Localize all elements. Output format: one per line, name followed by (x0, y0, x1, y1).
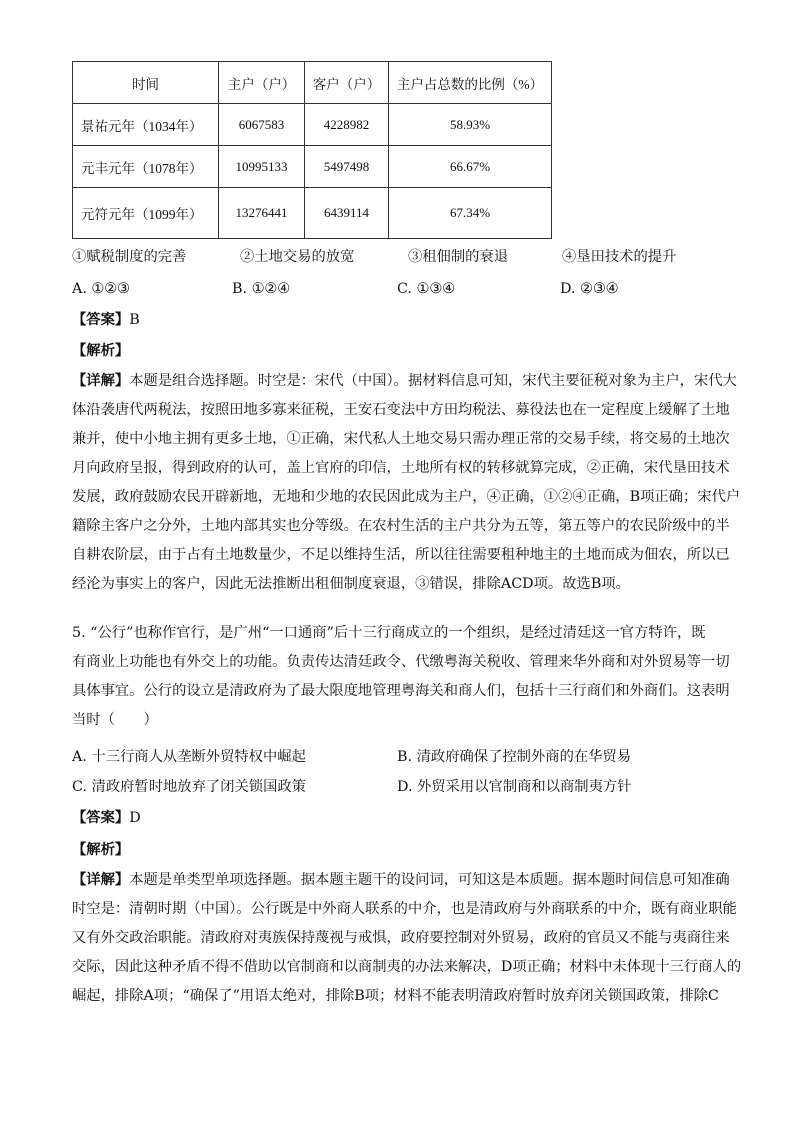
q4-item-1: ①赋税制度的完善 (72, 249, 187, 265)
detail-line: 兼并，使中小地主拥有更多土地，①正确，宋代私人土地交易只需办理正常的交易手续，将交易的土地次 (72, 431, 730, 447)
cell-ratio: 67.34% (389, 188, 552, 239)
q4-option-a: A. ①②③ (72, 281, 130, 297)
answer-tag: 【答案】 (72, 810, 130, 826)
detail-line: 时空是：清朝时期（中国）。公行既是中外商人联系的中介，也是清政府与外商联系的中介，既有商业职能 (72, 901, 737, 917)
detail-line: 体沿袭唐代两税法，按照田地多寡来征税，王安石变法中方田均税法、募役法也在一定程度上缓解了土地 (72, 402, 730, 418)
table-header-row (73, 62, 552, 104)
cell-time: 景祐元年（1034年） (73, 104, 219, 146)
q4-answer (72, 310, 140, 330)
q4-item-3: ③租佃制的衰退 (408, 249, 509, 265)
analysis-tag: 【解析】 (72, 343, 130, 359)
cell-ratio: 58.93% (389, 104, 552, 146)
answer-value: D (129, 810, 141, 826)
cell-guest: 4228982 (305, 104, 389, 146)
detail-text: 本题是组合选择题。时空是：宋代（中国）。据材料信息可知，宋代主要征税对象为主户，宋代大 (129, 373, 737, 389)
q5-analysis-heading (72, 840, 129, 860)
q4-detail (72, 367, 741, 599)
detail-line: 又有外交政治职能。清政府对夷族保持蔑视与戒惧，政府要控制对外贸易，政府的官员又不能与夷商往来 (72, 930, 730, 946)
stem-line: 5. “公行”也称作官行，是广州“一口通商”后十三行商成立的一个组织，是经过清廷这一官方特许，既 (72, 625, 706, 641)
q5-option-a: A. 十三行商人从垄断外贸特权中崛起 (72, 749, 306, 765)
header-ratio: 主户占总数的比例（%） (389, 62, 552, 104)
q4-option-b: B. ①②④ (232, 281, 291, 297)
detail-line: 月向政府呈报，得到政府的认可，盖上官府的印信，土地所有权的转移就算完成，②正确，宋代垦田技术 (72, 460, 730, 476)
detail-line: 籍除主客户之分外，土地内部其实也分等级。在农村生活的主户共分为五等，第五等户的农民阶级中的半 (72, 518, 730, 534)
header-guest-households: 客户（户） (305, 62, 389, 104)
stem-line: 有商业上功能也有外交上的功能。负责传达清廷政令、代缴粤海关税收、管理来华外商和对外贸易等一切 (72, 654, 730, 670)
detail-line: 发展，政府鼓励农民开辟新地，无地和少地的农民因此成为主户，④正确，①②④正确，B项正确；宋代户 (72, 489, 741, 505)
q4-option-c: C. ①③④ (397, 281, 455, 297)
detail-text: 本题是单类型单项选择题。据本题主题干的设问词，可知这是本质题。据本题时间信息可知准确 (129, 872, 730, 888)
q4-option-d: D. ②③④ (560, 281, 619, 297)
answer-value: B (129, 312, 140, 328)
cell-main: 13276441 (219, 188, 305, 239)
detail-line: 自耕农阶层，由于占有土地数量少，不足以维持生活，所以往往需要租种地主的土地而成为佃农，所以已 (72, 547, 730, 563)
header-main-households: 主户（户） (219, 62, 305, 104)
cell-time: 元符元年（1099年） (73, 188, 219, 239)
cell-main: 6067583 (219, 104, 305, 146)
detail-line: 崛起，排除A项；“确保了”用语太绝对，排除B项；材料不能表明清政府暂时放弃闭关锁国政策，排除C (72, 988, 719, 1004)
detail-line (72, 367, 737, 396)
cell-main: 10995133 (219, 146, 305, 188)
detail-line: 经沦为事实上的客户，因此无法推断出租佃制度衰退，③错误，排除ACD项。故选B项。 (72, 576, 630, 592)
household-table (72, 61, 552, 239)
header-time: 时间 (73, 62, 219, 104)
cell-guest: 5497498 (305, 146, 389, 188)
analysis-tag: 【解析】 (72, 842, 130, 858)
stem-line: 当时（ ） (72, 712, 158, 728)
table-row (73, 146, 552, 188)
cell-time: 元丰元年（1078年） (73, 146, 219, 188)
q5-option-d: D. 外贸采用以官制商和以商制夷方针 (397, 779, 632, 795)
q5-option-b: B. 清政府确保了控制外商的在华贸易 (397, 749, 632, 765)
table-row (73, 188, 552, 239)
q5-answer (72, 808, 141, 828)
q5-option-c: C. 清政府暂时地放弃了闭关锁国政策 (72, 779, 306, 795)
stem-line: 具体事宜。公行的设立是清政府为了最大限度地管理粤海关和商人们，包括十三行商们和外商们。这表明 (72, 683, 730, 699)
cell-ratio: 66.67% (389, 146, 552, 188)
detail-tag: 【详解】 (72, 373, 130, 389)
q5-stem (72, 619, 730, 735)
q4-item-4: ④垦田技术的提升 (562, 249, 677, 265)
answer-tag: 【答案】 (72, 312, 130, 328)
cell-guest: 6439114 (305, 188, 389, 239)
detail-line (72, 866, 730, 895)
q4-item-2: ②土地交易的放宽 (240, 249, 355, 265)
q4-analysis-heading (72, 341, 129, 361)
table-row (73, 104, 552, 146)
detail-line: 交际，因此这种矛盾不得不借助以官制商和以商制夷的办法来解决，D项正确；材料中未体现十三行商人的 (72, 959, 742, 975)
detail-tag: 【详解】 (72, 872, 130, 888)
q5-detail (72, 866, 742, 1011)
